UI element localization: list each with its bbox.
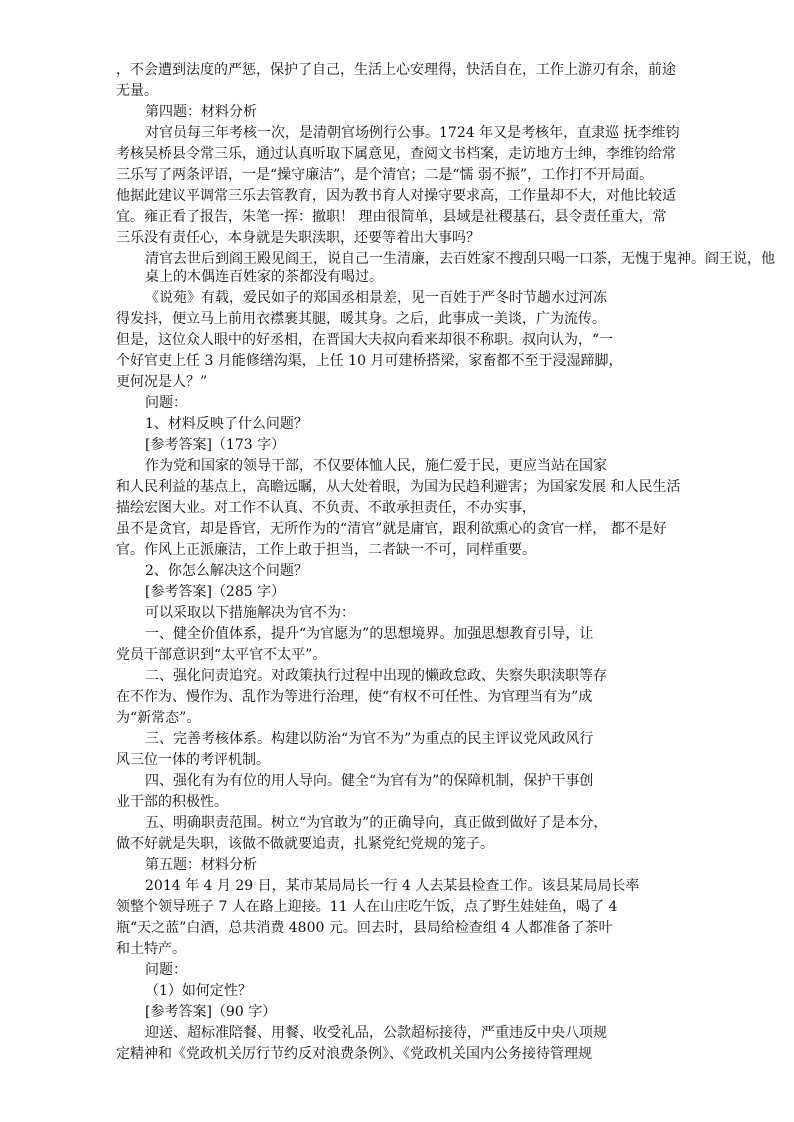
text-line: 五、明确职责范围。树立“为官敢为”的正确导向，真正做到做好了是本分， — [145, 815, 608, 831]
text-line: 描绘宏图大业。对工作不认真、不负责、不敢承担责任，不办实事， — [116, 500, 536, 516]
text-line: 迎送、超标准陪餐、用餐、收受礼品，公款超标接待，严重违反中央八项规 — [145, 1025, 607, 1041]
question: （1）如何定性？ — [145, 983, 252, 999]
text-line: 更何况是人？” — [116, 374, 208, 390]
text-line: 二、强化问责追究。对政策执行过程中出现的懒政怠政、失察失职渎职等存 — [145, 668, 607, 684]
text-line: 定精神和《党政机关厉行节约反对浪费条例》、《党政机关国内公务接待管理规 — [116, 1046, 592, 1062]
text-line: 无量。 — [116, 83, 158, 99]
text-line: 得发抖，便立马上前用衣襟裹其腿，暖其身。之后，此事成一美谈，广为流传。 — [116, 311, 606, 327]
text-line: 业干部的积极性。 — [116, 794, 228, 810]
text-line: 三、完善考核体系。构建以防治“为官不为”为重点的民主评议党风政风行 — [145, 731, 594, 747]
text-line: 一、健全价值体系，提升“为官愿为”的思想境界。加强思想教育引导，让 — [145, 626, 594, 642]
section-heading: 第四题：材料分析 — [145, 104, 257, 120]
text-line: 2014 年 4 月 29 日，某市某局局长一行 4 人去某县检查工作。该县某局局长率 — [145, 878, 640, 894]
text-line: 桌上的木偶连百姓家的茶都没有喝过。 — [145, 269, 383, 285]
answer-label: [参考答案]（285 字） — [145, 584, 286, 600]
text-line: 做不好就是失职，该做不做就要追责，扎紧党纪党规的笼子。 — [116, 836, 494, 852]
text-line: 和人民利益的基点上，高瞻远瞩，从大处着眼，为国为民趋利避害；为国家发展 和人民生活 — [116, 479, 681, 495]
text-line: 作为党和国家的领导干部，不仅要体恤人民，施仁爱于民，更应当站在国家 — [145, 458, 607, 474]
text-line: 清官去世后到阎王殿见阎王，说自己一生清廉，去百姓家不搜刮只喝一口茶，无愧于鬼神。阎王说，他 — [145, 251, 775, 267]
text-line: 风三位一体的考评机制。 — [116, 752, 270, 768]
question: 2、你怎么解决这个问题？ — [145, 563, 308, 579]
text-line: 三乐写了两条评语，一是“操守廉洁”，是个清官；二是“懦 弱不振”，工作打不开局面。 — [116, 167, 654, 183]
text-line: 瓶“天之蓝”白酒，总共消费 4800 元。回去时，县局给检查组 4 人都准备了茶叶 — [116, 920, 613, 936]
text-line: 《说苑》有载，爱民如子的郑国丞相景差，见一百姓于严冬时节趟水过河冻 — [145, 290, 607, 306]
text-line: 但是，这位众人眼中的好丞相，在晋国大夫叔向看来却很不称职。叔向认为，“一 — [116, 332, 614, 348]
text-line: 他据此建议平调常三乐去管教育，因为教书育人对操守要求高，工作量却不大，对他比较适 — [116, 188, 676, 204]
text-line: 四、强化有为有位的用人导向。健全“为官有为”的保障机制，保护干事创 — [145, 773, 594, 789]
text-line: 虽不是贪官，却是昏官，无所作为的“清官”就是庸官，跟利欲熏心的贪官一样， 都不是好 — [116, 521, 667, 537]
text-line: 党员干部意识到“太平官不太平”。 — [116, 647, 327, 663]
text-line: 考核吴桥县令常三乐，通过认真听取下属意见，查阅文书档案，走访地方士绅，李维钧给常 — [116, 146, 676, 162]
text-line: ，不会遭到法度的严惩，保护了自己，生活上心安理得，快活自在，工作上游刃有余，前途 — [116, 62, 676, 78]
text-line: 三乐没有责任心，本身就是失职渎职，还要等着出大事吗？ — [116, 230, 480, 246]
question-label: 问题： — [145, 395, 187, 411]
text-line: 在不作为、慢作为、乱作为等进行治理，使“有权不可任性、为官理当有为”成 — [116, 689, 593, 705]
text-line: 为“新常态”。 — [116, 710, 201, 726]
question-label: 问题： — [145, 962, 187, 978]
text-line: 领整个领导班子 7 人在路上迎接。11 人在山庄吃午饭，点了野生娃娃鱼，喝了 4 — [116, 899, 618, 915]
text-line: 官。作风上正派廉洁，工作上敢于担当，二者缺一不可，同样重要。 — [116, 542, 536, 558]
text-line: 个好官吏上任 3 月能修缮沟渠，上任 10 月可建桥搭梁，家畜都不至于浸湿蹄脚， — [116, 353, 623, 369]
question: 1、材料反映了什么问题？ — [145, 416, 308, 432]
text-line: 和土特产。 — [116, 941, 186, 957]
answer-label: [参考答案]（173 字） — [145, 437, 286, 453]
section-heading: 第五题：材料分析 — [145, 857, 257, 873]
text-line: 可以采取以下措施解决为官不为： — [145, 605, 355, 621]
text-line: 对官员每三年考核一次，是清朝官场例行公事。1724 年又是考核年，直隶巡 抚李维钧 — [145, 125, 680, 141]
text-line: 宜。雍正看了报告，朱笔一挥：撤职！ 理由很简单，县域是社稷基石，县令责任重大，常 — [116, 209, 667, 225]
answer-label: [参考答案]（90 字） — [145, 1004, 277, 1020]
